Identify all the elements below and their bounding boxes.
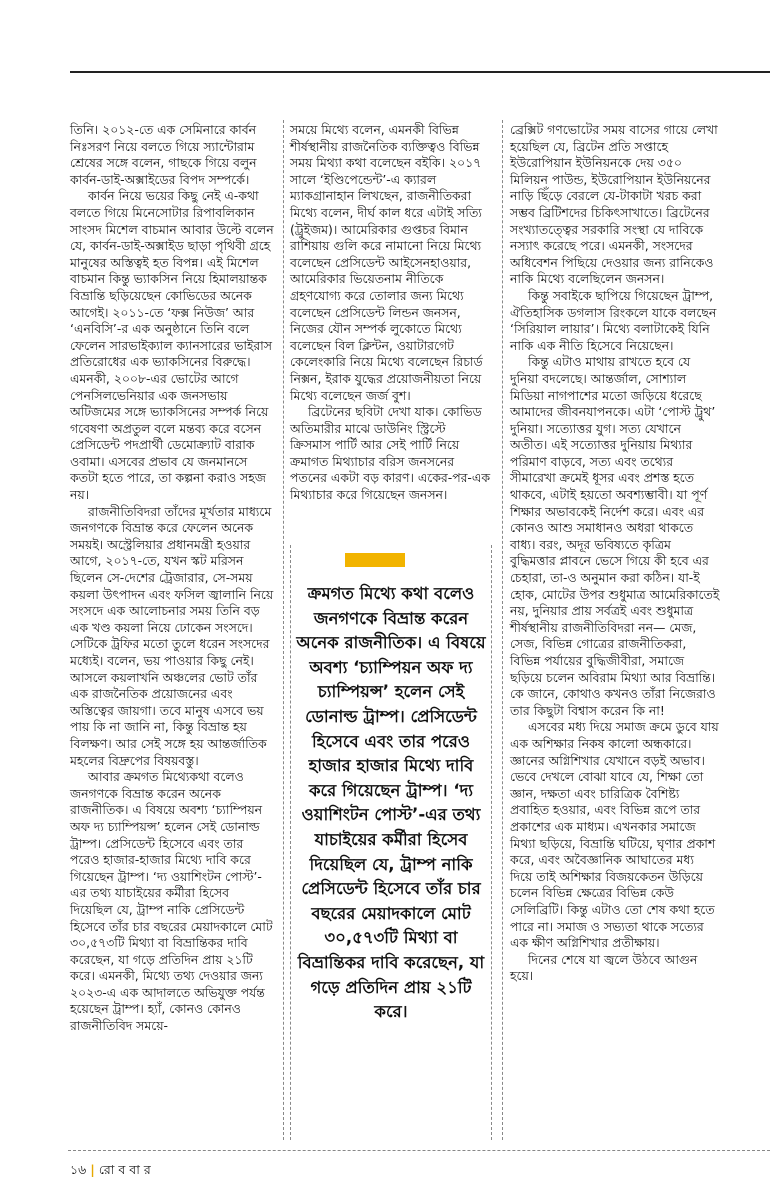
paragraph: কিন্তু এটাও মাথায় রাখতে হবে যে দুনিয়া বদলেছে। আন্তর্জাল, সোশ্যাল মিডিয়া নাগপাশের মতো জড়িয়ে ধরেছে আমাদের জীবনযাপনকে। এটা ‘পোস্ট ট্রুথ’ দুনিয়া। সত্যোত্তর যুগ। সত্য যেখানে অতীত। এই সত্যোত্তর দুনিয়ায় মিথ্যার পরিমাণ বাড়বে, সত্য এবং তথ্যের সীমারেখা ক্রমেই ধূসর এবং প্রশস্ত হতে থাকবে, এটাই হয়তো অবশ্যম্ভাবী। যা পূর্ণ শিক্ষার অভাবকেই নির্দেশ করে। এবং এর কোনও আশু সমাধানও অধরা থাকতে বাধ্য। বরং, অদূর ভবিষ্যতে কৃত্রিম বুদ্ধিমত্তার প্লাবনে ভেসে গিয়ে কী হবে এর চেহারা, তা-ও অনুমান করা কঠিন। যা-ই হোক, মোটের উপর শুধুমাত্র আমেরিকাতেই নয়, দুনিয়ার প্রায় সর্বত্রই এবং শুধুমাত্র শীর্ষস্থানীয় রাজনীতিবিদরা নন— মেজ, সেজ, বিভিন্ন গোত্রের রাজনীতিকরা, বিভিন্ন পর্যায়ের বুদ্ধিজীবীরা, সমাজে ছড়িয়ে চলেন অবিরাম মিথ্যা আর বিভ্রান্তি। কে জানে, কোথাও কখনও তাঁরা নিজেরাও তার কিছুটা বিশ্বাস করেন কি না! bbox=[510, 354, 720, 718]
pull-quote-accent-bar bbox=[345, 553, 405, 567]
page-footer bbox=[70, 1162, 151, 1182]
paragraph: ব্রেক্সিট গণভোটের সময় বাসের গায়ে লেখা হয়েছিল যে, ব্রিটেন প্রতি সপ্তাহে ইউরোপিয়ান ইউনিয়নকে দেয় ৩৫০ মিলিয়ন পাউন্ড, ইউরোপিয়ান ইউনিয়নের নাড়ি ছিঁড়ে বেরলে যে-টাকাটা খরচ করা সম্ভব ব্রিটিশদের চিকিৎসাখাতে। ব্রিটেনের সংখ্যাতত্ত্বের সরকারি সংস্থা যে দাবিকে নস্যাৎ করেছে পরে। এমনকী, সংসদের অধিবেশন পিছিয়ে দেওয়ার জন্য রানিকেও নাকি মিথ্যে বলেছিলেন জনসন। bbox=[510, 122, 718, 287]
article-column-2 bbox=[290, 122, 490, 504]
paragraph: তিনি। ২০১২-তে এক সেমিনারে কার্বন নিঃসরণ নিয়ে বলতে গিয়ে স্যান্টোরাম শ্রেষের সঙ্গে বলেন, গাছকে গিয়ে বলুন কার্বন-ডাই-অক্সাইডের বিপদ সম্পর্কে। bbox=[70, 122, 257, 187]
page-number: ১৬ bbox=[70, 1162, 87, 1177]
paragraph: কিন্তু সবাইকে ছাপিয়ে গিয়েছেন ট্রাম্প, ঐতিহাসিক ডগলাস রিংকলে যাকে বলছেন ‘সিরিয়াল লায়ার’। মিথ্যে বলাটাকেই যিনি নাকি এক নীতি হিসেবে নিয়েছেন। bbox=[510, 287, 717, 353]
paragraph: কার্বন নিয়ে ভয়ের কিছু নেই এ-কথা বলতে গিয়ে মিনেসোটার রিপাবলিকান সাংসদ মিশেল বাচমান আবার উল্টে বলেন যে, কার্বন-ডাই-অক্সাইড ছাড়া পৃথিবী গ্রহে মানুষের অস্তিত্বই হত বিপন্ন। এই মিশেল বাচমান কিন্তু ভ্যাকসিন নিয়ে হিমালয়ান্তক বিভ্রান্তি ছড়িয়েছেন কোভিডের অনেক আগেই। ২০১১-তে ‘ফক্স নিউজ’ আর ‘এনবিসি’-র এক অনুষ্ঠানে তিনি বলে ফেলেন সারভাইক্যাল ক্যানসারের ভাইরাস প্রতিরোধের এক ভ্যাকসিনের বিরুদ্ধে। এমনকী, ২০০৮-এর ভোটের আগে পেনসিলভেনিয়ার এক জনসভায় অটিজমের সঙ্গে ভ্যাকসিনের সম্পর্ক নিয়ে গবেষণা অপ্রতুল বলে মন্তব্য করে বসেন প্রেসিডেন্ট পদপ্রার্থী ডেমোক্র্যাট বারাক ওবামা। এসবের প্রভাব যে জনমানসে কতটা হতে পারে, তা কল্পনা করাও সহজ নয়। bbox=[70, 188, 274, 503]
paragraph: দিনের শেষে যা জ্বলে উঠবে আগুন হয়ে। bbox=[510, 951, 698, 984]
publication-name: রো ব বা র bbox=[98, 1162, 151, 1177]
pull-quote: ক্রমগত মিথ্যে কথা বলেও জনগণকে বিভ্রান্ত করেন অনেক রাজনীতিক। এ বিষয়ে অবশ্য ‘চ্যাম্পিয়ন অফ দ্য চ্যাম্পিয়ন্স’ হলেন সেই ডোনাল্ড ট্রাম্প। প্রেসিডেন্ট হিসেবে এবং তার পরেও হাজার হাজার মিথ্যে দাবি করে গিয়েছেন ট্রাম্প। ‘দ্য ওয়াশিংটন পোস্ট’-এর তথ্য যাচাইয়ের কর্মীরা হিসেব দিয়েছিল যে, ট্রাম্প নাকি প্রেসিডেন্ট হিসেবে তাঁর চার বছরের মেয়াদকালে মোট ৩০,৫৭৩টি মিথ্যা বা বিভ্রান্তিকর দাবি করেছেন, যা গড়ে প্রতিদিন প্রায় ২১টি করে। bbox=[296, 584, 486, 1022]
column-divider bbox=[283, 120, 284, 1140]
header-rule bbox=[70, 71, 770, 73]
article-column-1 bbox=[70, 122, 275, 1035]
paragraph: ব্রিটেনের ছবিটা দেখা যাক। কোভিড অতিমারীর মাঝে ডাউনিং স্ট্রিস্টে ক্রিসমাস পার্টি আর সেই পার্টি নিয়ে ক্রমাগত মিথ্যাচার বরিস জনসনের পতনের একটা বড় কারণ। একের-পর-এক মিথ্যাচার করে গিয়েছেন জনসন। bbox=[290, 404, 490, 503]
article-column-3 bbox=[510, 122, 720, 985]
column-divider bbox=[502, 120, 503, 1140]
paragraph: এসবের মধ্য দিয়ে সমাজ ক্রমে ডুবে যায় এক অশিক্ষার নিকষ কালো অন্ধকারে। জ্ঞানের অগ্নিশিখার যেখানে বড়ই অভাব। ভেবে দেখলে বোঝা যাবে যে, শিক্ষা তো জ্ঞান, দক্ষতা এবং চারিত্রিক বৈশিষ্ট্য প্রবাহিত হওয়ার, এবং বিভিন্ন রূপে তার প্রকাশের এক মাধ্যম। এখনকার সমাজে মিথ্যা ছড়িয়ে, বিভ্রান্তি ঘটিয়ে, ঘৃণার প্রকাশ করে, এবং অবৈজ্ঞানিক আঘাতের মধ্য দিয়ে তাই অশিক্ষার বিজয়কেতন উড়িয়ে চলেন বিভিন্ন ক্ষেত্রের বিভিন্ন কেউ সেলিব্রিটি। কিন্তু এটাও তো শেষ কথা হতে পারে না। সমাজ ও সভ্যতা থাকে সত্যের এক ক্ষীণ অগ্নিশিখার প্রতীক্ষায়। bbox=[510, 719, 719, 951]
footer-separator: | bbox=[90, 1162, 95, 1177]
paragraph: রাজনীতিবিদরা তাঁদের মূর্খতার মাধ্যমে জনগণকে বিভ্রান্ত করে ফেলেন অনেক সময়ই। অস্ট্রেলিয়ার প্রধানমন্ত্রী হওয়ার আগে, ২০১৭-তে, যখন স্কট মরিসন ছিলেন সে-দেশের ট্রেজারার, সে-সময় কয়লা উৎপাদন এবং ফসিল জ্বালানি নিয়ে সংসদে এক আলোচনার সময় তিনি বড় এক খণ্ড কয়লা নিয়ে ঢোকেন সংসদে। সেটিকে ট্রফির মতো তুলে ধরেন সংসদের মধ্যেই। বলেন, ভয় পাওয়ার কিছু নেই। আসলে কয়লাখনি অঞ্চলের ভোট তাঁর এক রাজনৈতিক প্রয়োজনের এবং অস্তিত্বের জায়গা। তবে মানুষ এসবে ভয় পায় কি না জানি না, কিন্তু বিভ্রান্ত হয় বিলক্ষণ। আর সেই সঙ্গে হয় আন্তর্জাতিক মহলের বিদ্রুপের বিষয়বস্তু। bbox=[70, 503, 274, 768]
footer-rule bbox=[68, 1150, 770, 1151]
paragraph: আবার ক্রমগত মিথ্যেকথা বলেও জনগণকে বিভ্রান্ত করেন অনেক রাজনীতিক। এ বিষয়ে অবশ্য ‘চ্যাম্পিয়ন অফ দ্য চ্যাম্পিয়ন্স’ হলেন সেই ডোনাল্ড ট্রাম্প। প্রেসিডেন্ট হিসেবে এবং তার পরেও হাজার-হাজার মিথ্যে দাবি করে গিয়েছেন ট্রাম্প। ‘দ্য ওয়াশিংটন পোস্ট’-এর তথ্য যাচাইয়ের কর্মীরা হিসেব দিয়েছিল যে, ট্রাম্প নাকি প্রেসিডেন্ট হিসেবে তাঁর চার বছরের মেয়াদকালে মোট ৩০,৫৭৩টি মিথ্যা বা বিভ্রান্তিকর দাবি করেছেন, যা গড়ে প্রতিদিন প্রায় ২১টি করে। এমনকী, মিথ্যে তথ্য দেওয়ার জন্য ২০২৩-এ এক আদালতে অভিযুক্ত পর্যন্ত হয়েছেন ট্রাম্প। হ্যাঁ, কোনও কোনও রাজনীতিবিদ সময়ে- bbox=[70, 769, 273, 1034]
paragraph: সময়ে মিথ্যে বলেন, এমনকী বিভিন্ন শীর্ষস্থানীয় রাজনৈতিক ব্যক্তিত্বও বিভিন্ন সময় মিথ্যা কথা বলেছেন বইকি। ২০১৭ সালে ‘ইণ্ডিপেন্ডেন্ট’-এ ক্যারল ম্যাকগ্রানাহান লিখছেন, রাজনীতিকরা মিথ্যে বলেন, দীর্ঘ কাল ধরে এটাই সত্যি (ট্রুইজম)। আমেরিকার গুপ্তচর বিমান রাশিয়ায় গুলি করে নামানো নিয়ে মিথ্যে বলেছেন প্রেসিডেন্ট আইসেনহাওয়ার, আমেরিকার ভিয়েতনাম নীতিকে গ্রহণযোগ্য করে তোলার জন্য মিথ্যে বলেছেন প্রেসিডেন্ট লিন্ডন জনসন, নিজের যৌন সম্পর্ক লুকোতে মিথ্যে বলেছেন বিল ক্লিন্টন, ওয়াটারগেট কেলেংকারি নিয়ে মিথ্যে বলেছেন রিচার্ড নিক্সন, ইরাক যুদ্ধের প্রয়োজনীয়তা নিয়ে মিথ্যে বলেছেন জর্জ বুশ। bbox=[290, 122, 483, 403]
